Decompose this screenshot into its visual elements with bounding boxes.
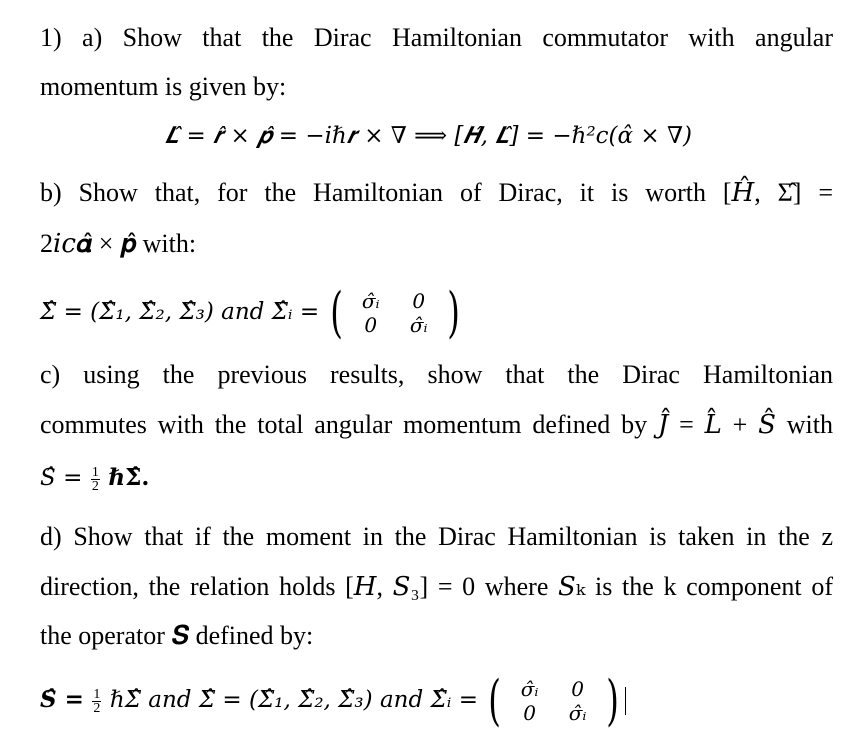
part-b-line-1: b) Show that, for the Hamiltonian of Dirac, it is worth [𝐻̂, Σ̂] = xyxy=(40,178,833,207)
fraction-denominator: 2 xyxy=(91,478,99,494)
matrix-right-paren: ) xyxy=(446,281,460,345)
matrix-cell: 𝜎̂ᵢ xyxy=(520,677,539,702)
matrix-cell: 0 xyxy=(523,701,536,726)
part-b-line-2: 2𝑖𝑐𝜶̂ × 𝒑̂ with: xyxy=(40,229,197,258)
part-a-equation: 𝑳̂ = 𝒓̂ × 𝒑̂ = −𝑖ℏ𝒓 × ∇ ⟹ [𝑯̂, 𝑳̂] = −ℏ²𝑐(𝛼̂ × ∇) xyxy=(165,123,692,149)
matrix-cell: 𝜎̂ᵢ xyxy=(361,289,380,314)
matrix-cell: 0 xyxy=(364,313,378,338)
matrix-left-paren: ( xyxy=(329,281,343,345)
matrix-cell: 𝜎̂ᵢ xyxy=(568,701,587,726)
one-half-fraction xyxy=(92,688,101,715)
part-b-equation-left: Σ̂ = (Σ̂₁, Σ̂₂, Σ̂₃) and Σ̂ᵢ = xyxy=(40,299,320,325)
matrix-left-paren: ( xyxy=(488,669,502,733)
part-d-line-3: the operator 𝑺 defined by: xyxy=(40,621,314,650)
part-c-line-1: c) using the previous results, show that the Dirac Hamiltonian xyxy=(40,360,833,389)
part-d-equation-left: 𝑺̂ = xyxy=(40,686,84,713)
fraction-denominator: 2 xyxy=(93,700,101,716)
part-c-equation-left: 𝑆̂ = xyxy=(40,465,83,491)
fraction-numerator: 1 xyxy=(93,686,101,702)
matrix-cell: 𝜎̂ᵢ xyxy=(409,313,428,338)
part-d-equation-middle: ℏΣ̂ and Σ̂ = (Σ̂₁, Σ̂₂, Σ̂₃) and Σ̂ᵢ = xyxy=(109,687,478,713)
part-c-line-2: commutes with the total angular momentum defined by 𝐽̂ = 𝐿̂ + 𝑆̂ with xyxy=(40,410,833,439)
one-half-fraction xyxy=(91,466,100,493)
matrix-cell: 0 xyxy=(412,289,426,314)
part-c-equation xyxy=(40,459,149,496)
part-d-line-1: d) Show that if the moment in the Dirac Hamiltonian is taken in the z xyxy=(40,522,833,551)
part-a-line-1: 1) a) Show that the Dirac Hamiltonian commutator with angular xyxy=(40,23,833,52)
matrix-right-paren: ) xyxy=(605,669,619,733)
part-d-line-2: direction, the relation holds [𝐻, 𝑆₃] = 0 where 𝑆ₖ is the k component of xyxy=(40,572,833,601)
part-a-line-2: momentum is given by: xyxy=(40,72,287,101)
sigma-matrix xyxy=(347,289,443,337)
sigma-matrix xyxy=(506,677,602,725)
part-b-equation xyxy=(40,281,464,345)
matrix-cell: 0 xyxy=(571,677,584,702)
fraction-numerator: 1 xyxy=(91,464,99,480)
part-c-equation-right: ℏΣ̂. xyxy=(108,464,150,491)
part-d-equation xyxy=(40,669,626,733)
text-cursor xyxy=(625,687,626,715)
